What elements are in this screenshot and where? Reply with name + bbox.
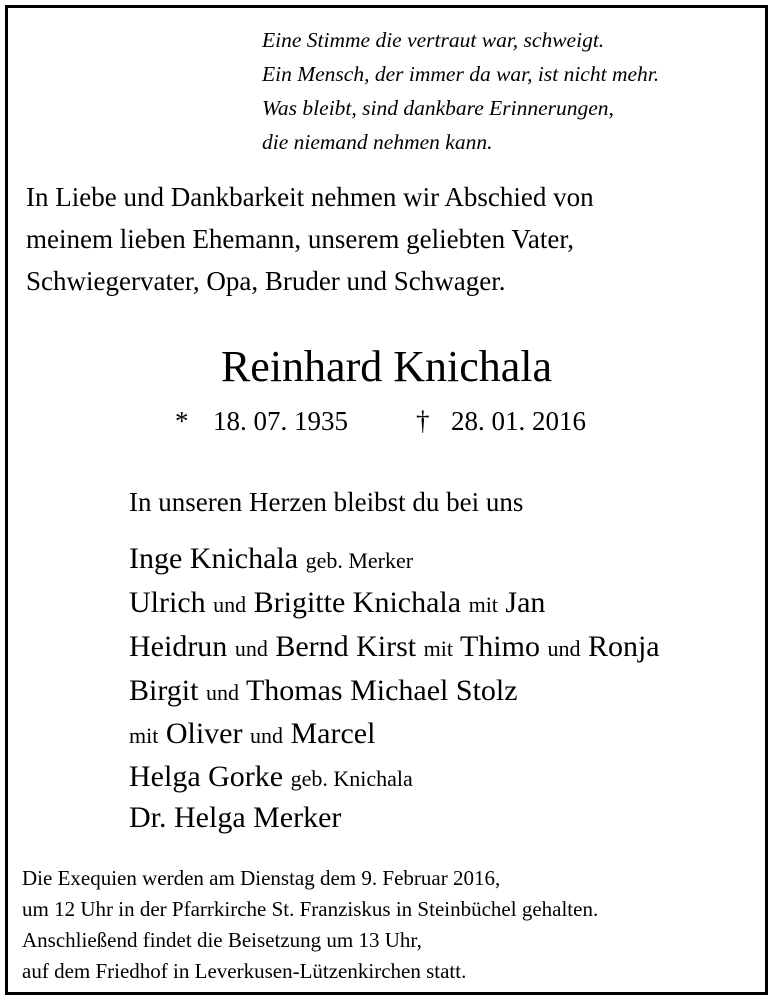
- death-date: 28. 01. 2016: [451, 406, 586, 436]
- service-info-line: auf dem Friedhof in Leverkusen-Lützenkirchen statt.: [22, 959, 467, 983]
- mourner-line: [129, 801, 341, 835]
- service-info-line: um 12 Uhr in der Pfarrkirche St. Franziskus in Steinbüchel gehalten.: [22, 897, 599, 921]
- mourner-name: Ulrich: [129, 586, 206, 619]
- mourner-line: [129, 674, 518, 708]
- connector-word: und: [213, 592, 247, 617]
- mourner-line: [129, 542, 413, 576]
- mourner-name: Helga Gorke: [129, 760, 284, 793]
- connector-word: mit: [423, 636, 453, 661]
- poem-line: die niemand nehmen kann.: [262, 130, 493, 154]
- mourner-name: Heidrun: [129, 630, 228, 663]
- mourner-name: Ronja: [587, 630, 660, 663]
- deceased-name: Reinhard Knichala: [220, 342, 553, 391]
- mourner-name: Inge Knichala: [129, 542, 299, 575]
- memorial-line: In unseren Herzen bleibst du bei uns: [129, 487, 524, 517]
- mourner-name: Brigitte Knichala: [253, 586, 462, 619]
- connector-word: mit: [468, 592, 498, 617]
- poem-line: Was bleibt, sind dankbare Erinnerungen,: [262, 96, 614, 120]
- mourner-line: [129, 717, 375, 751]
- connector-word: und: [205, 680, 239, 705]
- mourner-line: [129, 586, 545, 620]
- mourner-line: [129, 630, 660, 664]
- intro-line: meinem lieben Ehemann, unserem geliebten Vater,: [26, 224, 574, 254]
- connector-word: und: [249, 723, 283, 748]
- obituary-frame: [5, 5, 768, 995]
- connector-word: und: [234, 636, 268, 661]
- poem-line: Eine Stimme die vertraut war, schweigt.: [262, 28, 605, 52]
- connector-word: mit: [129, 723, 159, 748]
- service-info-line: Anschließend findet die Beisetzung um 13 Uhr,: [22, 928, 422, 952]
- birth-date: 18. 07. 1935: [213, 406, 348, 436]
- mourner-name: Birgit: [129, 674, 199, 707]
- mourner-line: [129, 760, 413, 794]
- intro-line: Schwiegervater, Opa, Bruder und Schwager.: [26, 266, 506, 296]
- birth-symbol: *: [175, 406, 189, 436]
- connector-word: und: [547, 636, 581, 661]
- mourner-name: Bernd Kirst: [275, 630, 417, 663]
- death-symbol: †: [416, 406, 430, 436]
- intro-line: In Liebe und Dankbarkeit nehmen wir Abschied von: [26, 182, 594, 212]
- mourner-name: Thomas Michael Stolz: [245, 674, 518, 707]
- poem-line: Ein Mensch, der immer da war, ist nicht mehr.: [262, 62, 660, 86]
- mourner-name: Oliver: [165, 717, 243, 750]
- mourner-name: Jan: [505, 586, 546, 619]
- mourner-name: Thimo: [459, 630, 540, 663]
- maiden-name-note: geb. Knichala: [290, 766, 413, 791]
- mourner-name: Marcel: [290, 717, 376, 750]
- service-info-line: Die Exequien werden am Dienstag dem 9. Februar 2016,: [22, 866, 501, 890]
- maiden-name-note: geb. Merker: [305, 548, 414, 573]
- mourner-name: Dr. Helga Merker: [129, 801, 342, 834]
